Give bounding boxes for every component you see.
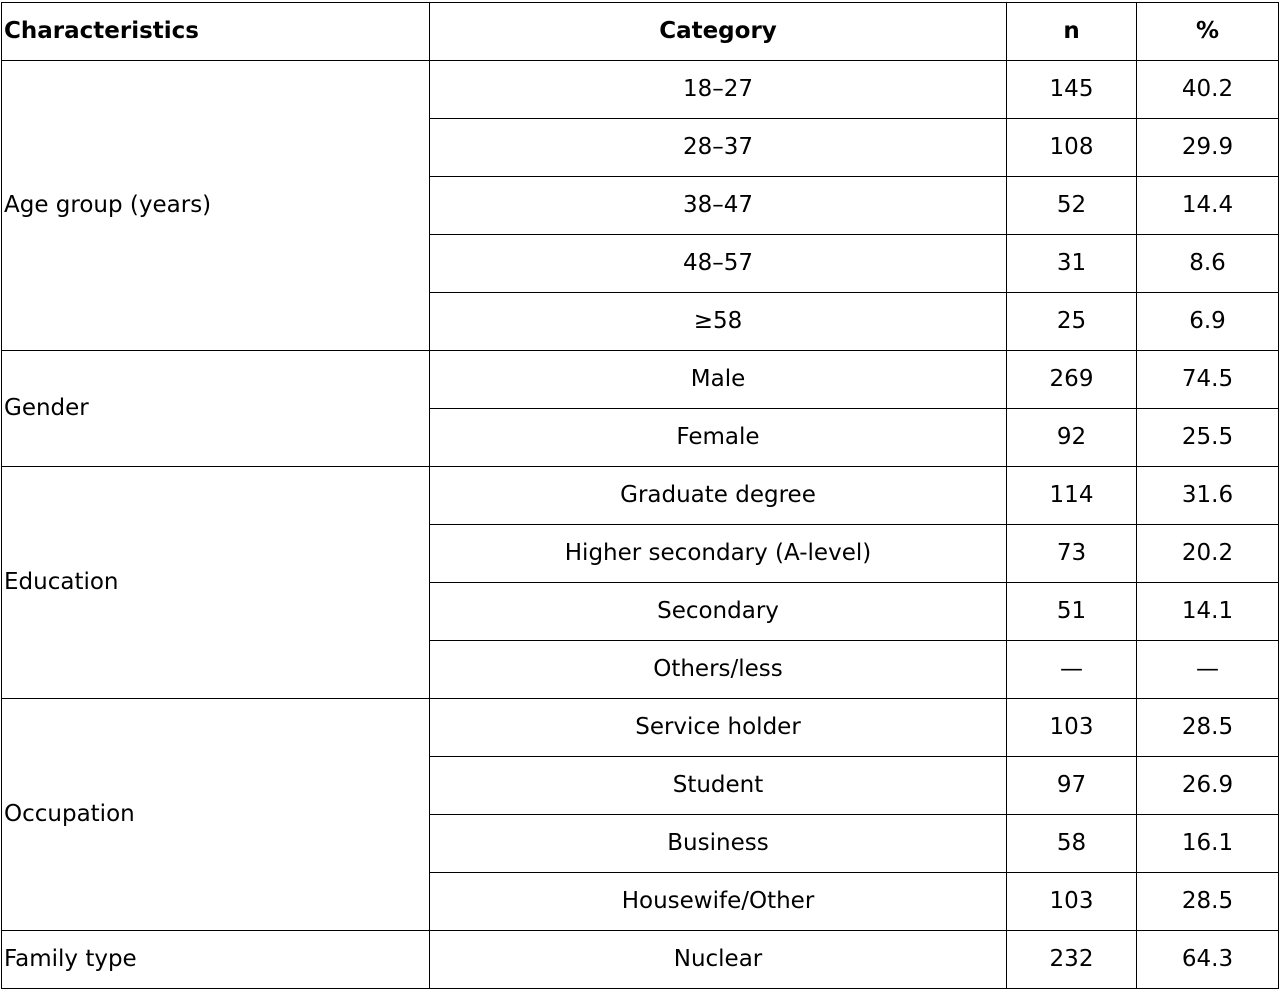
category-cell: Male [430,351,1007,409]
count-cell: 92 [1007,409,1137,467]
group-label: Age group (years) [2,61,430,351]
group-label: Occupation [2,699,430,931]
table-body [2,61,1279,989]
table-row [2,351,1279,409]
header-characteristics: Characteristics [2,3,430,61]
group-label: Family type [2,931,430,989]
header-percent: % [1137,3,1279,61]
category-cell: 28–37 [430,119,1007,177]
percent-cell: 29.9 [1137,119,1279,177]
category-cell: Secondary [430,583,1007,641]
percent-cell: 16.1 [1137,815,1279,873]
table-header [2,3,1279,61]
header-category: Category [430,3,1007,61]
count-cell: 145 [1007,61,1137,119]
header-n: n [1007,3,1137,61]
count-cell: 114 [1007,467,1137,525]
count-cell: 52 [1007,177,1137,235]
percent-cell: — [1137,641,1279,699]
percent-cell: 25.5 [1137,409,1279,467]
count-cell: 232 [1007,931,1137,989]
category-cell: Higher secondary (A-level) [430,525,1007,583]
table-row [2,467,1279,525]
percent-cell: 64.3 [1137,931,1279,989]
percent-cell: 14.1 [1137,583,1279,641]
percent-cell: 28.5 [1137,873,1279,931]
category-cell: ≥58 [430,293,1007,351]
count-cell: 31 [1007,235,1137,293]
count-cell: 73 [1007,525,1137,583]
category-cell: Female [430,409,1007,467]
category-cell: Business [430,815,1007,873]
header-row [2,3,1279,61]
category-cell: Graduate degree [430,467,1007,525]
percent-cell: 31.6 [1137,467,1279,525]
count-cell: 51 [1007,583,1137,641]
category-cell: Others/less [430,641,1007,699]
percent-cell: 74.5 [1137,351,1279,409]
percent-cell: 26.9 [1137,757,1279,815]
count-cell: 25 [1007,293,1137,351]
count-cell: 108 [1007,119,1137,177]
percent-cell: 28.5 [1137,699,1279,757]
category-cell: Service holder [430,699,1007,757]
category-cell: 18–27 [430,61,1007,119]
percent-cell: 14.4 [1137,177,1279,235]
category-cell: Housewife/Other [430,873,1007,931]
count-cell: 103 [1007,873,1137,931]
percent-cell: 20.2 [1137,525,1279,583]
table-row [2,931,1279,989]
table-row [2,61,1279,119]
category-cell: Nuclear [430,931,1007,989]
percent-cell: 6.9 [1137,293,1279,351]
group-label: Education [2,467,430,699]
percent-cell: 40.2 [1137,61,1279,119]
percent-cell: 8.6 [1137,235,1279,293]
count-cell: 58 [1007,815,1137,873]
category-cell: Student [430,757,1007,815]
count-cell: — [1007,641,1137,699]
table-row [2,699,1279,757]
count-cell: 269 [1007,351,1137,409]
group-label: Gender [2,351,430,467]
count-cell: 103 [1007,699,1137,757]
category-cell: 48–57 [430,235,1007,293]
characteristics-table [1,2,1279,989]
count-cell: 97 [1007,757,1137,815]
category-cell: 38–47 [430,177,1007,235]
